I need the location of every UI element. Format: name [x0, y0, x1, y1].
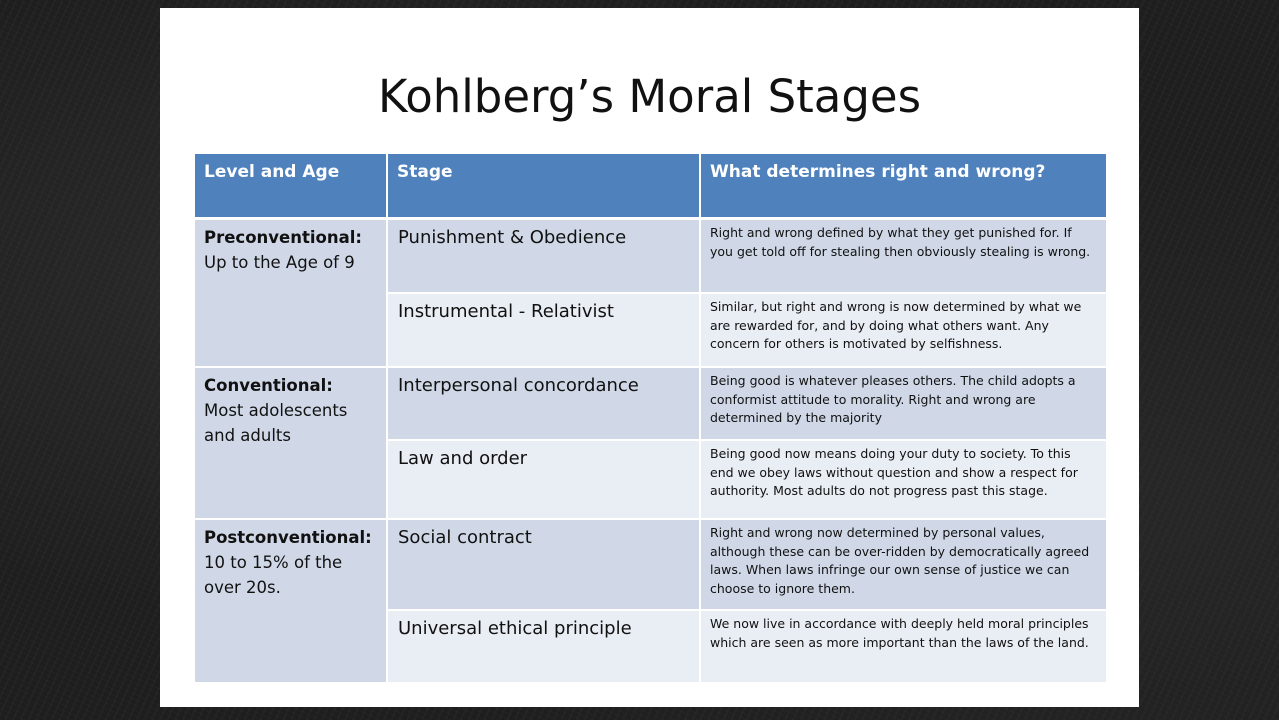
stage-cell: Social contract: [387, 519, 700, 610]
stage-cell: Punishment & Obedience: [387, 219, 700, 294]
header-right-and-wrong: What determines right and wrong?: [700, 153, 1107, 219]
table-row: [194, 367, 1107, 440]
table-row: [194, 519, 1107, 610]
description-cell: Right and wrong defined by what they get punished for. If you get told off for stealing then obviously stealing is wrong.: [700, 219, 1107, 294]
level-cell-preconventional: [194, 219, 387, 368]
description-cell: Being good is whatever pleases others. The child adopts a conformist attitude to morality. Right and wrong are determined by the majority: [700, 367, 1107, 440]
description-cell: We now live in accordance with deeply held moral principles which are seen as more important than the laws of the land.: [700, 610, 1107, 683]
slide-title: Kohlberg’s Moral Stages: [377, 70, 922, 123]
description-cell: Right and wrong now determined by personal values, although these can be over-ridden by democratically agreed laws. When laws infringe our own sense of justice we can choose to ignore them.: [700, 519, 1107, 610]
level-name: Postconventional:: [204, 528, 372, 547]
level-name: Conventional:: [204, 376, 333, 395]
slide: [160, 8, 1139, 707]
header-stage: Stage: [387, 153, 700, 219]
description-cell: Being good now means doing your duty to society. To this end we obey laws without question and show a respect for authority. Most adults do not progress past this stage.: [700, 440, 1107, 519]
level-age: 10 to 15% of the over 20s.: [204, 553, 343, 597]
table-header-row: [194, 153, 1107, 219]
level-age: Up to the Age of 9: [204, 253, 355, 272]
header-level-and-age: Level and Age: [194, 153, 387, 219]
table-row: [194, 219, 1107, 294]
stage-cell: Law and order: [387, 440, 700, 519]
level-cell-conventional: [194, 367, 387, 519]
level-name: Preconventional:: [204, 228, 362, 247]
level-cell-postconventional: [194, 519, 387, 683]
stage-cell: Instrumental - Relativist: [387, 293, 700, 367]
description-cell: Similar, but right and wrong is now determined by what we are rewarded for, and by doing what others want. Any concern for others is motivated by selfishness.: [700, 293, 1107, 367]
stage-cell: Universal ethical principle: [387, 610, 700, 683]
stages-table: [193, 152, 1108, 684]
level-age: Most adolescents and adults: [204, 401, 348, 445]
stage-cell: Interpersonal concordance: [387, 367, 700, 440]
